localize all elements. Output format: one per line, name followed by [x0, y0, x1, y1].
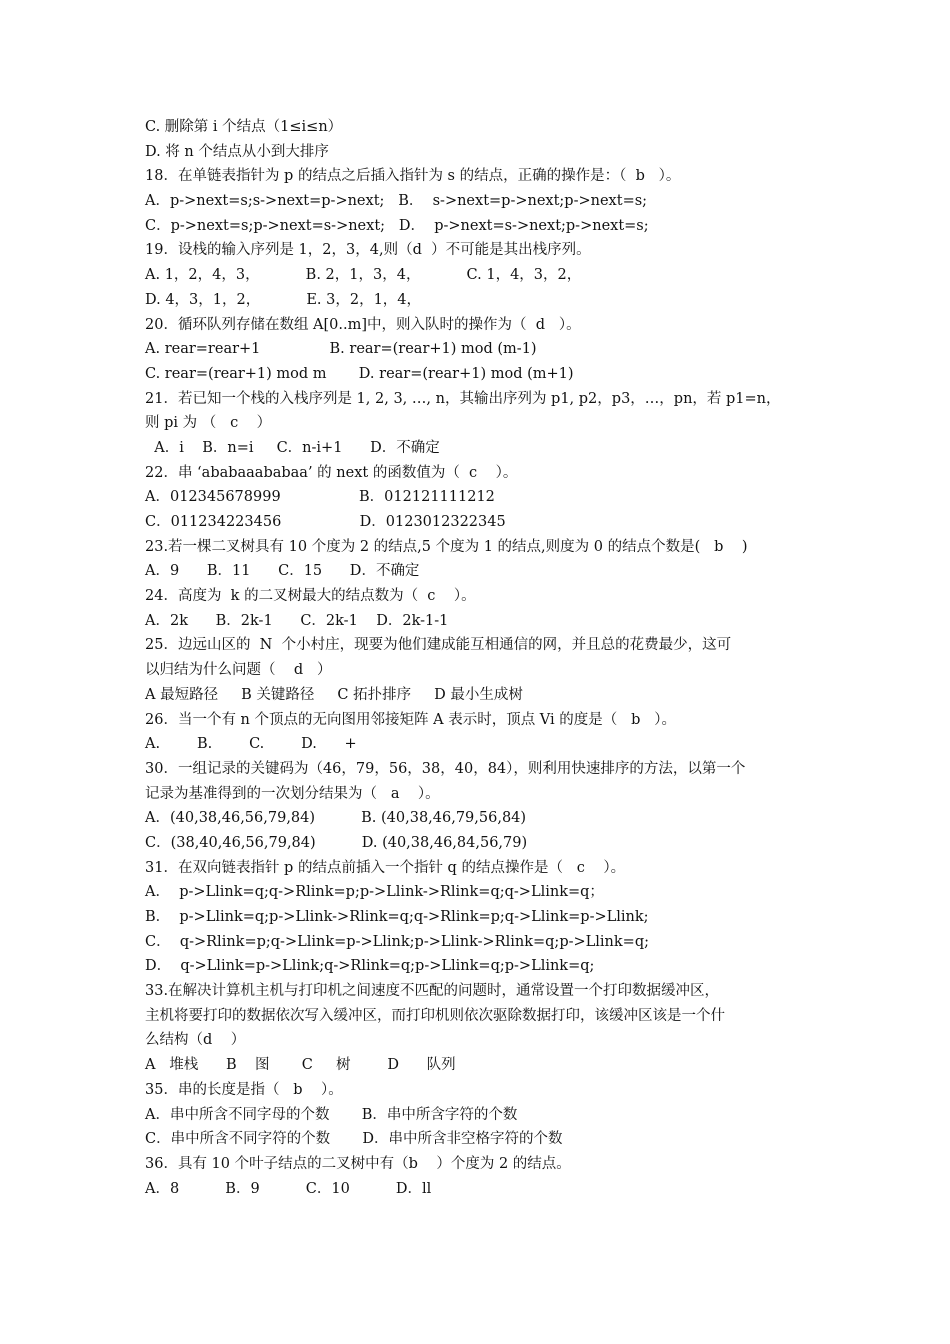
- text-line: 主机将要打印的数据依次写入缓冲区，而打印机则依次驱除数据打印，该缓冲区该是一个什: [145, 1007, 725, 1024]
- question-22: 22．串 ‘ababaaababaa’ 的 next 的函数值为（ c ）。: [145, 464, 518, 481]
- text-line: 则 pi 为 （ c ）: [145, 415, 272, 432]
- text-line: A. rear=rear+1 B. rear=(rear+1) mod (m-1): [145, 341, 537, 358]
- text-line: A 最短路径 B 关键路径 C 拓扑排序 D 最小生成树: [145, 686, 523, 703]
- text-line: A．串中所含不同字母的个数 B．串中所含字符的个数: [145, 1106, 518, 1123]
- text-line: D. 将 n 个结点从小到大排序: [145, 143, 329, 160]
- text-line: C. rear=(rear+1) mod m D. rear=(rear+1) mod (m+1): [145, 365, 574, 382]
- text-line: D. 4，3，1，2， E. 3，2，1，4，: [145, 291, 422, 308]
- question-30: 30．一组记录的关键码为（46，79，56，38，40，84），则利用快速排序的方法，以第一个: [145, 760, 746, 777]
- question-18: 18．在单链表指针为 p 的结点之后插入指针为 s 的结点，正确的操作是：（ b ）。: [145, 168, 681, 185]
- text-line: A．012345678999 B．012121111212: [145, 489, 495, 506]
- text-line: A. B. C. D. +: [145, 736, 357, 753]
- text-line: C． q->Rlink=p;q->Llink=p->Llink;p->Llink->Rlink=q;p->Llink=q;: [145, 933, 649, 950]
- text-line: A. 1，2，4，3， B. 2，1，3，4， C. 1，4，3，2，: [145, 267, 582, 284]
- text-line: C．(38,40,46,56,79,84) D. (40,38,46,84,56,79): [145, 834, 528, 851]
- text-line: D． q->Llink=p->Llink;q->Rlink=q;p->Llink=q;p->Llink=q;: [145, 958, 595, 975]
- question-23: 23.若一棵二叉树具有 10 个度为 2 的结点,5 个度为 1 的结点,则度为 0 的结点个数是( b ): [145, 538, 748, 555]
- text-line: A．9 B．11 C．15 D．不确定: [145, 563, 420, 580]
- text-line: B． p->Llink=q;p->Llink->Rlink=q;q->Rlink=p;q->Llink=p->Llink;: [145, 909, 649, 925]
- text-line: C．p->next=s;p->next=s->next; D． p->next=s->next;p->next=s;: [145, 217, 649, 234]
- question-24: 24．高度为 k 的二叉树最大的结点数为（ c ）。: [145, 588, 476, 605]
- text-line: C．011234223456 D．0123012322345: [145, 514, 506, 530]
- question-26: 26．当一个有 n 个顶点的无向图用邻接矩阵 A 表示时，顶点 Vi 的度是（ b ）。: [145, 711, 676, 728]
- question-33: 33.在解决计算机主机与打印机之间速度不匹配的问题时，通常设置一个打印数据缓冲区，: [145, 983, 720, 1000]
- text-line: 记录为基准得到的一次划分结果为（ a ）。: [145, 785, 440, 802]
- text-line: A． p->Llink=q;q->Rlink=p;p->Llink->Rlink=q;q->Llink=q；: [145, 884, 604, 901]
- question-20: 20．循环队列存储在数组 A[0..m]中，则入队时的操作为（ d ）。: [145, 316, 581, 333]
- text-line: A 堆栈 B 图 C 树 D 队列: [145, 1057, 456, 1074]
- text-line: A．(40,38,46,56,79,84) B. (40,38,46,79,56,84): [145, 810, 527, 827]
- question-25: 25．边远山区的 N 个小村庄，现要为他们建成能互相通信的网，并且总的花费最少，这可: [145, 637, 732, 654]
- text-line: 以归结为什么问题（ d ）: [145, 662, 332, 679]
- text-line: C．串中所含不同字符的个数 D．串中所含非空格字符的个数: [145, 1131, 563, 1148]
- question-21: 21．若已知一个栈的入栈序列是 1, 2, 3, …, n，其输出序列为 p1, p2，p3，…，pn，若 p1=n，: [145, 390, 781, 407]
- text-line: A．2k B．2k-1 C．2k-1 D．2k-1-1: [145, 612, 449, 629]
- question-36: 36．具有 10 个叶子结点的二叉树中有（b ）个度为 2 的结点。: [145, 1155, 571, 1172]
- text-line: A．i B．n=i C．n-i+1 D．不确定: [145, 439, 440, 456]
- question-31: 31．在双向链表指针 p 的结点前插入一个指针 q 的结点操作是（ c ）。: [145, 859, 626, 876]
- question-35: 35．串的长度是指（ b ）。: [145, 1081, 343, 1098]
- question-list: [145, 115, 815, 1201]
- text-line: 么结构（d ）: [145, 1032, 246, 1049]
- question-19: 19．设栈的输入序列是 1，2，3，4,则（d ）不可能是其出栈序列。: [145, 242, 591, 259]
- text-line: A．8 B．9 C．10 D．ll: [145, 1180, 432, 1197]
- text-line: C. 删除第 i 个结点（1≤i≤n）: [145, 119, 343, 135]
- text-line: A．p->next=s;s->next=p->next; B． s->next=p->next;p->next=s;: [145, 193, 648, 210]
